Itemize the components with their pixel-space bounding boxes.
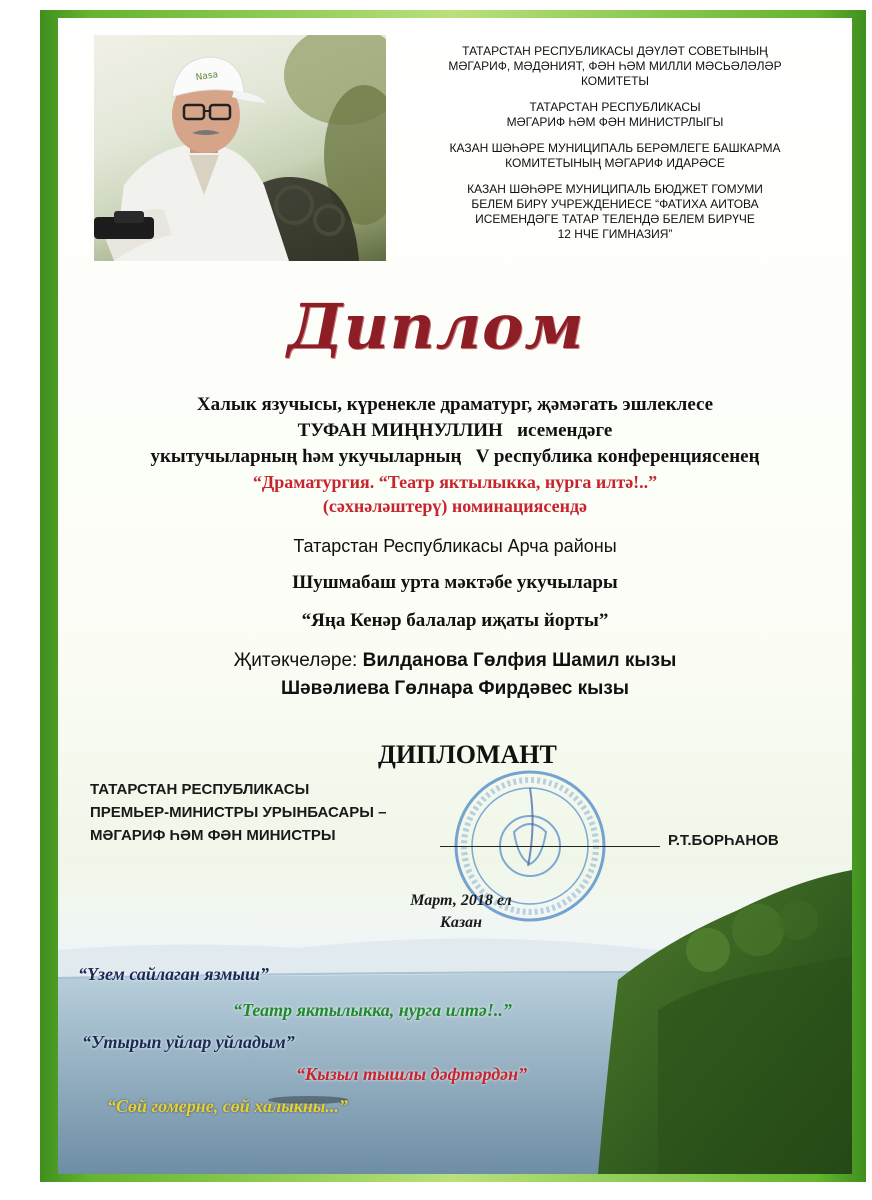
body-line-2: ТУФАН МИҢНУЛЛИН исемендәге [297,420,613,441]
quote-4: “Кызыл тышлы дәфтәрдән” [296,1064,528,1084]
region: Татарстан Республикасы Арча районы [293,536,617,556]
date-month-year: Март, 2018 ел [410,892,512,909]
org-ministry: ТАТАРСТАН РЕСПУБЛИКАСЫ МӘГАРИФ ҺӘМ ФӘН МИНИСТРЛЫГЫ [506,100,724,129]
mentor-2: Шәвәлиева Гөлнара Фирдәвес кызы [280,678,630,699]
issuing-organizations [410,44,820,253]
body-line-1: Халык язучысы, күренекле драматург, җәмәгать эшлеклесе [196,394,714,415]
mentors-label: Җитәкчеләре: [233,650,363,671]
svg-text:Nasa: Nasa [195,70,219,84]
body-line-3: укытучыларның һәм укучыларның V республика конференциясенең [150,446,760,467]
date-city: Казан [440,914,482,931]
quote-2: “Театр яктылыкка, нурга илтә!..” [233,1000,512,1020]
quote-1: “Үзем сайлаган язмыш” [78,964,269,984]
nomination-label: (сәхнәләштерү) номинациясендә [322,496,588,516]
nomination-title: “Драматургия. “Театр яктылыкка, нурга илтә!..” [252,472,658,492]
diploma-title: Диплом [287,290,585,363]
org-state-council: ТАТАРСТАН РЕСПУБЛИКАСЫ ДӘҮЛӘТ СОВЕТЫНЫҢ МӘГАРИФ, МӘДӘНИЯТ, ФӘН ҺӘМ МИЛЛИ МӘСЬӘЛӘЛӘР КОМИТЕТЫ [448,44,782,88]
signature-line [440,846,660,847]
portrait-photo [94,35,386,261]
quote-5: “Сөй гомерне, сөй халыкны...” [107,1096,348,1116]
issue-date [396,890,526,934]
mentors-line-2 [58,678,852,700]
mentors-line-1 [58,650,852,672]
org-city-education: КАЗАН ШӘҺӘРЕ МУНИЦИПАЛЬ БЕРӘМЛЕГЕ БАШКАРМА КОМИТЕТЫНЫҢ МӘГАРИФ ИДАРӘСЕ [449,141,781,170]
quote-3: “Утырып уйлар уйладым” [82,1032,295,1052]
award-title: ДИПЛОМАНТ [378,740,557,769]
signatory-title: ТАТАРСТАН РЕСПУБЛИКАСЫ ПРЕМЬЕР-МИНИСТРЫ УРЫНБАСАРЫ – МӘГАРИФ ҺӘМ ФӘН МИНИСТРЫ [90,781,387,844]
group-name: “Яңа Кенәр балалар иҗаты йорты” [301,610,609,631]
org-gymnasium: КАЗАН ШӘҺӘРЕ МУНИЦИПАЛЬ БЮДЖЕТ ГОМУМИ БЕЛЕМ БИРҮ УЧРЕЖДЕНИЕСЕ “ФАТИХА АИТОВА ИСЕМЕНДӘГЕ ТАТАР ТЕЛЕНДӘ БЕЛЕМ БИРҮЧЕ 12 НЧЕ ГИМНАЗИЯ” [467,182,763,241]
mentor-1: Вилданова Гөлфия Шамил кызы [362,650,677,671]
school-name: Шушмабаш урта мәктәбе укучылары [292,572,618,593]
signatory-name: Р.Т.БОРҺАНОВ [668,832,779,849]
